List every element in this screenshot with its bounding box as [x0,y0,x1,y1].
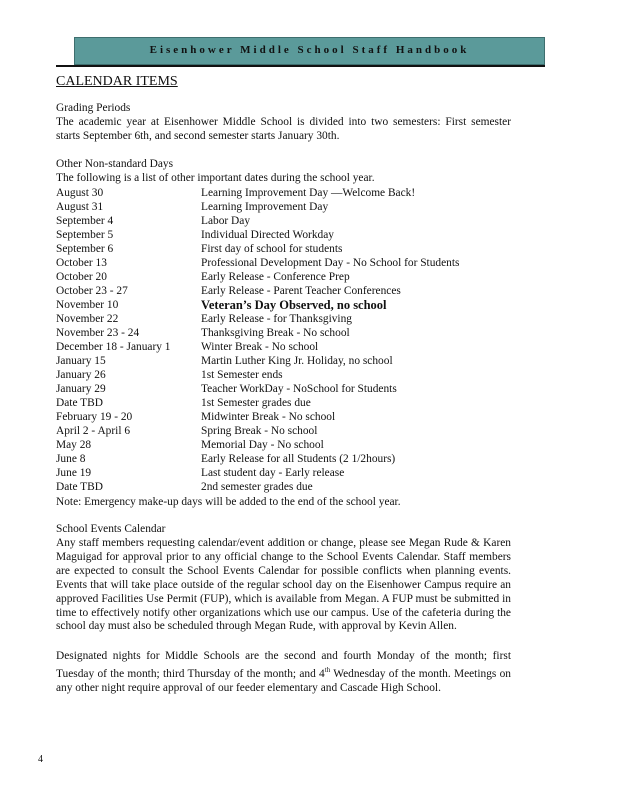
school-events-heading: School Events Calendar [56,523,166,535]
calendar-row [56,186,511,200]
calendar-date: November 22 [56,313,119,325]
calendar-row [56,396,511,410]
grading-periods-heading: Grading Periods [56,102,131,114]
calendar-row [56,410,511,424]
calendar-date: January 26 [56,369,106,381]
calendar-event: Memorial Day - No school [201,439,324,451]
calendar-date: June 19 [56,467,92,479]
calendar-row [56,326,511,340]
calendar-date: August 30 [56,187,104,199]
calendar-event: Winter Break - No school [201,341,319,353]
calendar-event: 1st Semester ends [201,369,283,381]
calendar-event: Individual Directed Workday [201,229,334,241]
calendar-row [56,354,511,368]
page-number: 4 [38,754,43,765]
calendar-date: September 6 [56,243,114,255]
calendar-row [56,312,511,326]
calendar-event: Last student day - Early release [201,467,345,479]
calendar-event: Midwinter Break - No school [201,411,336,423]
calendar-event: Early Release - Parent Teacher Conferences [201,285,401,297]
calendar-row [56,270,511,284]
designated-nights-part2: Wednesday of the month. Meetings on any other night require approval of our feeder elementary and Cascade High School. [56,667,511,694]
non-standard-days-intro: The following is a list of other important dates during the school year. [56,172,375,184]
calendar-event: Early Release - for Thanksgiving [201,313,352,325]
calendar-list [56,186,511,494]
calendar-event: Labor Day [201,215,251,227]
designated-nights-part1: Designated nights for Middle Schools are the second and fourth Monday of the month; first Tuesday of the month; third Thursday of the month; and 4 [56,650,511,680]
calendar-row [56,466,511,480]
calendar-date: Date TBD [56,397,103,409]
calendar-date: Date TBD [56,481,103,493]
header-divider [56,65,545,67]
calendar-date: June 8 [56,453,86,465]
calendar-row [56,256,511,270]
calendar-event: Martin Luther King Jr. Holiday, no school [201,355,393,367]
calendar-date: October 20 [56,271,107,283]
calendar-date: April 2 - April 6 [56,425,131,437]
calendar-event: 1st Semester grades due [201,397,311,409]
calendar-date: January 15 [56,355,106,367]
calendar-row [56,368,511,382]
calendar-event: Learning Improvement Day —Welcome Back! [201,187,416,199]
designated-nights-sup: th [324,665,331,674]
calendar-date: November 23 - 24 [56,327,140,339]
designated-nights-text [56,650,511,696]
calendar-row [56,200,511,214]
calendar-event: Veteran’s Day Observed, no school [201,298,387,312]
calendar-event: Early Release for all Students (2 1/2hours) [201,453,396,465]
calendar-date: August 31 [56,201,104,213]
calendar-row [56,242,511,256]
school-events-text: Any staff members requesting calendar/event addition or change, please see Megan Rude & Karen Maguigad for approval prior to any official change to the School Events Calendar. Staff members are expected to consult the School Events Calendar for possible conflicts when planning events. Events that will take place outside of the regular school day on the Eisenhower Campus require an approved Facilities Use Permit (FUP), which is available from Megan. A FUP must be submitted in time to effectively notify other organizations which use our campus. Use of the cafeteria during the school day must also be scheduled through Megan Rude, with approval by Kevin Allen. [56,537,511,633]
handbook-title: Eisenhower Middle School Staff Handbook [149,44,470,56]
header-bar [74,37,545,65]
calendar-row [56,424,511,438]
calendar-row [56,298,511,312]
calendar-event: 2nd semester grades due [201,481,313,493]
calendar-row [56,452,511,466]
calendar-row [56,214,511,228]
calendar-date: October 13 [56,257,107,269]
calendar-date: May 28 [56,439,92,451]
calendar-event: First day of school for students [201,243,343,255]
calendar-date: October 23 - 27 [56,285,128,297]
grading-periods-text: The academic year at Eisenhower Middle School is divided into two semesters: First semester starts September 6th, and second semester starts January 30th. [56,116,511,142]
calendar-event: Thanksgiving Break - No school [201,327,350,339]
calendar-date: December 18 - January 1 [56,341,171,353]
calendar-date: September 4 [56,215,114,227]
section-title: CALENDAR ITEMS [56,74,178,89]
calendar-row [56,284,511,298]
calendar-event: Teacher WorkDay - NoSchool for Students [201,383,397,395]
calendar-event: Learning Improvement Day [201,201,329,213]
calendar-date: January 29 [56,383,106,395]
calendar-date: November 10 [56,299,119,311]
calendar-date: February 19 - 20 [56,411,133,423]
calendar-row [56,480,511,494]
calendar-event: Professional Development Day - No School for Students [201,257,460,269]
calendar-row [56,228,511,242]
calendar-event: Early Release - Conference Prep [201,271,350,283]
calendar-event: Spring Break - No school [201,425,318,437]
calendar-date: September 5 [56,229,114,241]
emergency-note: Note: Emergency make-up days will be added to the end of the school year. [56,496,401,508]
calendar-row [56,340,511,354]
calendar-row [56,438,511,452]
calendar-row [56,382,511,396]
non-standard-days-heading: Other Non-standard Days [56,158,174,170]
